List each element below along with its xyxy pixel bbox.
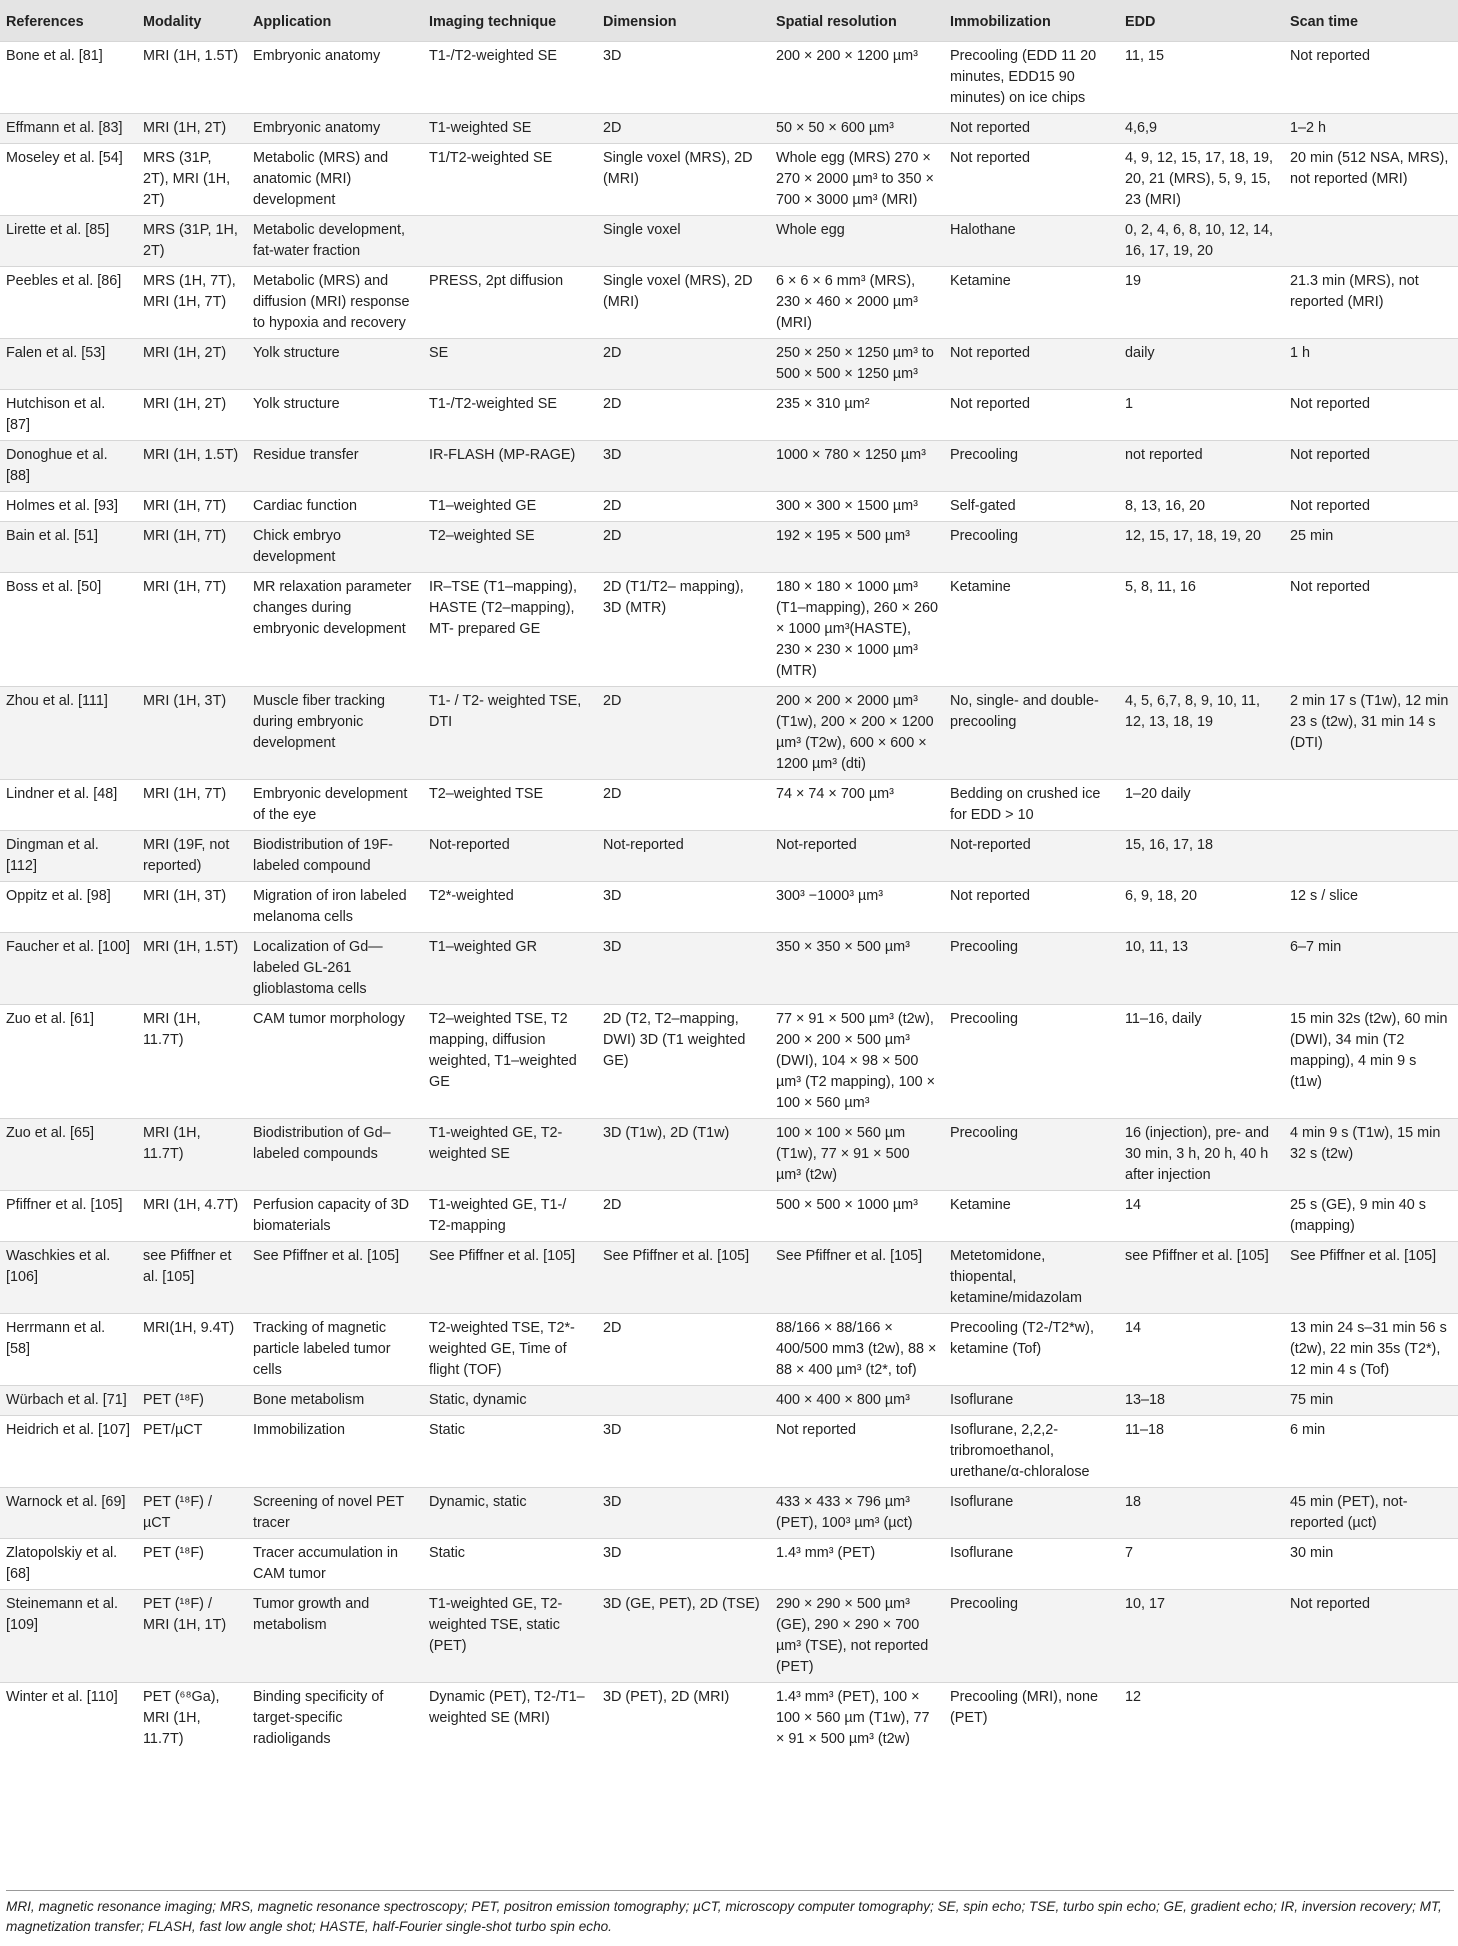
cell-immobilization: Isoflurane [944,1539,1119,1590]
cell-application: Biodistribution of 19F-labeled compound [247,831,423,882]
cell-references: Zhou et al. [111] [0,687,137,780]
cell-spatial-resolution: 74 × 74 × 700 µm³ [770,780,944,831]
cell-immobilization: No, single- and double-precooling [944,687,1119,780]
cell-modality: MRS (31P, 1H, 2T) [137,216,247,267]
cell-dimension: 3D [597,882,770,933]
cell-dimension: 3D [597,933,770,1005]
column-header-immobilization: Immobilization [944,0,1119,42]
cell-imaging-technique: IR-FLASH (MP-RAGE) [423,441,597,492]
cell-application: Metabolic development, fat-water fraction [247,216,423,267]
cell-imaging-technique: T1/T2-weighted SE [423,144,597,216]
cell-references: Moseley et al. [54] [0,144,137,216]
cell-scan-time [1284,1683,1458,1755]
cell-imaging-technique: T2–weighted TSE, T2 mapping, diffusion weighted, T1–weighted GE [423,1005,597,1119]
cell-immobilization: Not reported [944,144,1119,216]
cell-dimension: 3D (PET), 2D (MRI) [597,1683,770,1755]
cell-edd: 12, 15, 17, 18, 19, 20 [1119,522,1284,573]
cell-application: Yolk structure [247,390,423,441]
cell-modality: MRI (1H, 1.5T) [137,933,247,1005]
cell-scan-time: 21.3 min (MRS), not reported (MRI) [1284,267,1458,339]
cell-application: Tracking of magnetic particle labeled tumor cells [247,1314,423,1386]
cell-scan-time: Not reported [1284,390,1458,441]
cell-spatial-resolution: 1000 × 780 × 1250 µm³ [770,441,944,492]
table-row [0,1314,1458,1386]
cell-spatial-resolution: Whole egg [770,216,944,267]
cell-scan-time: 45 min (PET), not-reported (µct) [1284,1488,1458,1539]
cell-edd: 4,6,9 [1119,114,1284,144]
cell-dimension: 2D [597,390,770,441]
cell-imaging-technique: T1–weighted GE [423,492,597,522]
cell-edd: 4, 9, 12, 15, 17, 18, 19, 20, 21 (MRS), 5, 9, 15, 23 (MRI) [1119,144,1284,216]
cell-dimension: 2D (T2, T2–mapping, DWI) 3D (T1 weighted GE) [597,1005,770,1119]
cell-imaging-technique: T2–weighted SE [423,522,597,573]
cell-scan-time: 30 min [1284,1539,1458,1590]
cell-imaging-technique [423,216,597,267]
cell-application: Migration of iron labeled melanoma cells [247,882,423,933]
cell-edd: 18 [1119,1488,1284,1539]
cell-dimension: 2D [597,1191,770,1242]
cell-spatial-resolution: 77 × 91 × 500 µm³ (t2w), 200 × 200 × 500 µm³ (DWI), 104 × 98 × 500 µm³ (T2 mapping), 100 × 100 × 560 µm³ [770,1005,944,1119]
cell-immobilization: Precooling (MRI), none (PET) [944,1683,1119,1755]
cell-edd: 11–16, daily [1119,1005,1284,1119]
cell-edd: 13–18 [1119,1386,1284,1416]
cell-application: Metabolic (MRS) and anatomic (MRI) development [247,144,423,216]
table-row [0,1416,1458,1488]
cell-dimension: 3D [597,441,770,492]
cell-imaging-technique: PRESS, 2pt diffusion [423,267,597,339]
cell-immobilization: Not reported [944,390,1119,441]
cell-immobilization: Not reported [944,882,1119,933]
cell-application: Immobilization [247,1416,423,1488]
cell-dimension: 3D (T1w), 2D (T1w) [597,1119,770,1191]
cell-edd: 7 [1119,1539,1284,1590]
cell-imaging-technique: T2*-weighted [423,882,597,933]
cell-spatial-resolution: 6 × 6 × 6 mm³ (MRS), 230 × 460 × 2000 µm³ (MRI) [770,267,944,339]
cell-scan-time: 2 min 17 s (T1w), 12 min 23 s (t2w), 31 min 14 s (DTI) [1284,687,1458,780]
cell-scan-time: 6–7 min [1284,933,1458,1005]
cell-scan-time: 4 min 9 s (T1w), 15 min 32 s (t2w) [1284,1119,1458,1191]
cell-dimension: 2D (T1/T2– mapping), 3D (MTR) [597,573,770,687]
cell-scan-time [1284,780,1458,831]
cell-dimension: Not-reported [597,831,770,882]
cell-imaging-technique: See Pfiffner et al. [105] [423,1242,597,1314]
cell-references: Bain et al. [51] [0,522,137,573]
cell-edd: 6, 9, 18, 20 [1119,882,1284,933]
cell-spatial-resolution: 192 × 195 × 500 µm³ [770,522,944,573]
table-row [0,780,1458,831]
cell-dimension: Single voxel [597,216,770,267]
cell-scan-time: 1–2 h [1284,114,1458,144]
cell-references: Holmes et al. [93] [0,492,137,522]
cell-application: Bone metabolism [247,1386,423,1416]
cell-references: Zlatopolskiy et al. [68] [0,1539,137,1590]
cell-edd: 1–20 daily [1119,780,1284,831]
cell-modality: PET (¹⁸F) / MRI (1H, 1T) [137,1590,247,1683]
cell-imaging-technique: T1-/T2-weighted SE [423,42,597,114]
cell-dimension: 3D [597,1488,770,1539]
column-header-spatial-resolution: Spatial resolution [770,0,944,42]
table-row [0,339,1458,390]
cell-references: Pfiffner et al. [105] [0,1191,137,1242]
cell-imaging-technique: T1–weighted GR [423,933,597,1005]
cell-scan-time: Not reported [1284,441,1458,492]
cell-imaging-technique: T1- / T2- weighted TSE, DTI [423,687,597,780]
table-row [0,1005,1458,1119]
cell-immobilization: Precooling [944,1005,1119,1119]
cell-spatial-resolution: 50 × 50 × 600 µm³ [770,114,944,144]
table-row [0,441,1458,492]
cell-modality: MRI (1H, 2T) [137,390,247,441]
cell-application: Screening of novel PET tracer [247,1488,423,1539]
cell-imaging-technique: SE [423,339,597,390]
table-row [0,831,1458,882]
cell-application: Cardiac function [247,492,423,522]
cell-scan-time: Not reported [1284,1590,1458,1683]
cell-dimension: 3D (GE, PET), 2D (TSE) [597,1590,770,1683]
cell-edd: 1 [1119,390,1284,441]
cell-edd: 10, 17 [1119,1590,1284,1683]
cell-modality: MRI (1H, 3T) [137,882,247,933]
cell-application: Residue transfer [247,441,423,492]
cell-modality: MRI (1H, 2T) [137,114,247,144]
cell-application: Chick embryo development [247,522,423,573]
cell-references: Steinemann et al. [109] [0,1590,137,1683]
cell-dimension: 3D [597,1416,770,1488]
table-row [0,522,1458,573]
cell-immobilization: Isoflurane [944,1386,1119,1416]
cell-dimension: See Pfiffner et al. [105] [597,1242,770,1314]
cell-edd: 12 [1119,1683,1284,1755]
cell-modality: MRS (31P, 2T), MRI (1H, 2T) [137,144,247,216]
cell-imaging-technique: IR–TSE (T1–mapping), HASTE (T2–mapping), MT- prepared GE [423,573,597,687]
cell-application: Perfusion capacity of 3D biomaterials [247,1191,423,1242]
cell-spatial-resolution: 200 × 200 × 2000 µm³ (T1w), 200 × 200 × 1200 µm³ (T2w), 600 × 600 × 1200 µm³ (dti) [770,687,944,780]
cell-imaging-technique: Dynamic (PET), T2-/T1–weighted SE (MRI) [423,1683,597,1755]
cell-dimension: 2D [597,1314,770,1386]
cell-application: See Pfiffner et al. [105] [247,1242,423,1314]
cell-imaging-technique: Dynamic, static [423,1488,597,1539]
cell-edd: not reported [1119,441,1284,492]
cell-immobilization: Isoflurane [944,1488,1119,1539]
cell-spatial-resolution: Whole egg (MRS) 270 × 270 × 2000 µm³ to 350 × 700 × 3000 µm³ (MRI) [770,144,944,216]
cell-imaging-technique: Static, dynamic [423,1386,597,1416]
column-header-modality: Modality [137,0,247,42]
cell-references: Zuo et al. [61] [0,1005,137,1119]
cell-immobilization: Precooling [944,1119,1119,1191]
cell-references: Lindner et al. [48] [0,780,137,831]
cell-spatial-resolution: 100 × 100 × 560 µm (T1w), 77 × 91 × 500 µm³ (t2w) [770,1119,944,1191]
cell-spatial-resolution: See Pfiffner et al. [105] [770,1242,944,1314]
cell-references: Effmann et al. [83] [0,114,137,144]
cell-dimension: 2D [597,339,770,390]
cell-modality: MRI (1H, 11.7T) [137,1119,247,1191]
cell-application: Biodistribution of Gd–labeled compounds [247,1119,423,1191]
cell-modality: MRI (1H, 7T) [137,573,247,687]
cell-edd: 16 (injection), pre- and 30 min, 3 h, 20 h, 40 h after injection [1119,1119,1284,1191]
cell-imaging-technique: T1-weighted GE, T2-weighted TSE, static (PET) [423,1590,597,1683]
cell-spatial-resolution: 300 × 300 × 1500 µm³ [770,492,944,522]
table-row [0,1119,1458,1191]
cell-immobilization: Precooling [944,441,1119,492]
cell-edd: 14 [1119,1191,1284,1242]
table-row [0,390,1458,441]
column-header-scan-time: Scan time [1284,0,1458,42]
cell-edd: 19 [1119,267,1284,339]
cell-spatial-resolution: Not reported [770,1416,944,1488]
table-body [0,42,1458,1755]
cell-spatial-resolution: 235 × 310 µm² [770,390,944,441]
cell-imaging-technique: Not-reported [423,831,597,882]
cell-scan-time: 12 s / slice [1284,882,1458,933]
cell-references: Hutchison et al. [87] [0,390,137,441]
header-row [0,0,1458,42]
cell-references: Oppitz et al. [98] [0,882,137,933]
cell-spatial-resolution: 500 × 500 × 1000 µm³ [770,1191,944,1242]
column-header-references: References [0,0,137,42]
cell-imaging-technique: T1-weighted SE [423,114,597,144]
cell-edd: 4, 5, 6,7, 8, 9, 10, 11, 12, 13, 18, 19 [1119,687,1284,780]
cell-scan-time [1284,216,1458,267]
table-row [0,1683,1458,1755]
cell-scan-time: 15 min 32s (t2w), 60 min (DWI), 34 min (T2 mapping), 4 min 9 s (t1w) [1284,1005,1458,1119]
cell-immobilization: Halothane [944,216,1119,267]
table-row [0,1539,1458,1590]
column-header-imaging-technique: Imaging technique [423,0,597,42]
table-row [0,1386,1458,1416]
table-row [0,1590,1458,1683]
cell-scan-time: 20 min (512 NSA, MRS), not reported (MRI) [1284,144,1458,216]
cell-dimension: 2D [597,780,770,831]
cell-references: Boss et al. [50] [0,573,137,687]
cell-immobilization: Precooling [944,933,1119,1005]
table-row [0,114,1458,144]
cell-application: Muscle fiber tracking during embryonic development [247,687,423,780]
table-header [0,0,1458,42]
cell-scan-time: 6 min [1284,1416,1458,1488]
cell-scan-time: Not reported [1284,42,1458,114]
cell-scan-time: 13 min 24 s–31 min 56 s (t2w), 22 min 35s (T2*), 12 min 4 s (Tof) [1284,1314,1458,1386]
table-row [0,882,1458,933]
cell-scan-time: Not reported [1284,573,1458,687]
cell-edd: 5, 8, 11, 16 [1119,573,1284,687]
cell-edd: 8, 13, 16, 20 [1119,492,1284,522]
cell-immobilization: Not reported [944,114,1119,144]
cell-application: MR relaxation parameter changes during embryonic development [247,573,423,687]
column-header-application: Application [247,0,423,42]
cell-application: Binding specificity of target-specific radioligands [247,1683,423,1755]
cell-modality: MRI (19F, not reported) [137,831,247,882]
cell-references: Winter et al. [110] [0,1683,137,1755]
cell-spatial-resolution: 200 × 200 × 1200 µm³ [770,42,944,114]
cell-immobilization: Isoflurane, 2,2,2-tribromoethanol, urethane/α-chloralose [944,1416,1119,1488]
cell-spatial-resolution: 88/166 × 88/166 × 400/500 mm3 (t2w), 88 × 88 × 400 µm³ (t2*, tof) [770,1314,944,1386]
cell-spatial-resolution: 1.4³ mm³ (PET) [770,1539,944,1590]
cell-edd: 15, 16, 17, 18 [1119,831,1284,882]
cell-spatial-resolution: 250 × 250 × 1250 µm³ to 500 × 500 × 1250 µm³ [770,339,944,390]
cell-references: Warnock et al. [69] [0,1488,137,1539]
cell-spatial-resolution: 180 × 180 × 1000 µm³ (T1–mapping), 260 × 260 × 1000 µm³(HASTE), 230 × 230 × 1000 µm³ (MTR) [770,573,944,687]
table-row [0,267,1458,339]
table-row [0,492,1458,522]
cell-imaging-technique: T2–weighted TSE [423,780,597,831]
cell-dimension: Single voxel (MRS), 2D (MRI) [597,144,770,216]
cell-application: Embryonic anatomy [247,42,423,114]
cell-immobilization: Not-reported [944,831,1119,882]
cell-modality: MRS (1H, 7T), MRI (1H, 7T) [137,267,247,339]
cell-immobilization: Self-gated [944,492,1119,522]
cell-modality: MRI (1H, 11.7T) [137,1005,247,1119]
cell-edd: see Pfiffner et al. [105] [1119,1242,1284,1314]
cell-modality: PET (¹⁸F) [137,1539,247,1590]
cell-application: CAM tumor morphology [247,1005,423,1119]
column-header-edd: EDD [1119,0,1284,42]
cell-application: Tumor growth and metabolism [247,1590,423,1683]
cell-spatial-resolution: 290 × 290 × 500 µm³ (GE), 290 × 290 × 700 µm³ (TSE), not reported (PET) [770,1590,944,1683]
cell-references: Lirette et al. [85] [0,216,137,267]
cell-immobilization: Precooling [944,1590,1119,1683]
cell-application: Tracer accumulation in CAM tumor [247,1539,423,1590]
cell-references: Heidrich et al. [107] [0,1416,137,1488]
cell-immobilization: Precooling [944,522,1119,573]
cell-scan-time: 1 h [1284,339,1458,390]
cell-modality: PET (¹⁸F) [137,1386,247,1416]
cell-dimension [597,1386,770,1416]
cell-references: Falen et al. [53] [0,339,137,390]
cell-modality: see Pfiffner et al. [105] [137,1242,247,1314]
table-row [0,573,1458,687]
cell-dimension: 3D [597,1539,770,1590]
cell-references: Herrmann et al. [58] [0,1314,137,1386]
cell-modality: MRI (1H, 1.5T) [137,441,247,492]
cell-modality: MRI (1H, 1.5T) [137,42,247,114]
cell-dimension: 2D [597,114,770,144]
cell-references: Zuo et al. [65] [0,1119,137,1191]
cell-edd: 14 [1119,1314,1284,1386]
table-row [0,216,1458,267]
cell-scan-time: Not reported [1284,492,1458,522]
cell-application: Metabolic (MRS) and diffusion (MRI) response to hypoxia and recovery [247,267,423,339]
cell-modality: MRI (1H, 2T) [137,339,247,390]
cell-dimension: 3D [597,42,770,114]
cell-scan-time: 75 min [1284,1386,1458,1416]
cell-immobilization: Metetomidone, thiopental, ketamine/midazolam [944,1242,1119,1314]
cell-imaging-technique: T1-weighted GE, T1-/ T2-mapping [423,1191,597,1242]
cell-immobilization: Ketamine [944,573,1119,687]
cell-scan-time: 25 s (GE), 9 min 40 s (mapping) [1284,1191,1458,1242]
cell-dimension: 2D [597,492,770,522]
cell-scan-time [1284,831,1458,882]
cell-references: Würbach et al. [71] [0,1386,137,1416]
cell-modality: MRI (1H, 7T) [137,492,247,522]
cell-spatial-resolution: 300³ −1000³ µm³ [770,882,944,933]
cell-dimension: 2D [597,522,770,573]
table-footnote: MRI, magnetic resonance imaging; MRS, magnetic resonance spectroscopy; PET, positron emission tomography; µCT, microscopy computer tomography; SE, spin echo; TSE, turbo spin echo; GE, gradient echo; IR, inversion recovery; MT, magnetization transfer; FLASH, fast low angle shot; HASTE, half-Fourier single-shot turbo spin echo. [6,1890,1454,1937]
table-row [0,1488,1458,1539]
table-row [0,144,1458,216]
cell-immobilization: Bedding on crushed ice for EDD > 10 [944,780,1119,831]
cell-spatial-resolution: 350 × 350 × 500 µm³ [770,933,944,1005]
cell-spatial-resolution: 433 × 433 × 796 µm³ (PET), 100³ µm³ (µct) [770,1488,944,1539]
cell-references: Waschkies et al. [106] [0,1242,137,1314]
cell-scan-time: 25 min [1284,522,1458,573]
table-row [0,1191,1458,1242]
cell-immobilization: Ketamine [944,1191,1119,1242]
cell-modality: PET/µCT [137,1416,247,1488]
cell-dimension: Single voxel (MRS), 2D (MRI) [597,267,770,339]
cell-application: Yolk structure [247,339,423,390]
table-row [0,42,1458,114]
cell-edd: 10, 11, 13 [1119,933,1284,1005]
cell-edd: 11, 15 [1119,42,1284,114]
cell-references: Donoghue et al. [88] [0,441,137,492]
cell-spatial-resolution: 1.4³ mm³ (PET), 100 × 100 × 560 µm (T1w), 77 × 91 × 500 µm³ (t2w) [770,1683,944,1755]
table-row [0,1242,1458,1314]
cell-modality: MRI (1H, 7T) [137,522,247,573]
cell-modality: MRI(1H, 9.4T) [137,1314,247,1386]
cell-modality: PET (¹⁸F) / µCT [137,1488,247,1539]
cell-imaging-technique: T1-weighted GE, T2-weighted SE [423,1119,597,1191]
cell-references: Faucher et al. [100] [0,933,137,1005]
cell-modality: MRI (1H, 3T) [137,687,247,780]
cell-modality: PET (⁶⁸Ga), MRI (1H, 11.7T) [137,1683,247,1755]
cell-imaging-technique: Static [423,1539,597,1590]
cell-references: Bone et al. [81] [0,42,137,114]
cell-immobilization: Precooling (T2-/T2*w), ketamine (Tof) [944,1314,1119,1386]
table-row [0,933,1458,1005]
table-row [0,687,1458,780]
cell-spatial-resolution: 400 × 400 × 800 µm³ [770,1386,944,1416]
cell-references: Dingman et al. [112] [0,831,137,882]
cell-application: Embryonic development of the eye [247,780,423,831]
cell-references: Peebles et al. [86] [0,267,137,339]
cell-modality: MRI (1H, 4.7T) [137,1191,247,1242]
cell-immobilization: Not reported [944,339,1119,390]
cell-immobilization: Ketamine [944,267,1119,339]
cell-spatial-resolution: Not-reported [770,831,944,882]
cell-immobilization: Precooling (EDD 11 20 minutes, EDD15 90 minutes) on ice chips [944,42,1119,114]
cell-application: Localization of Gd—labeled GL-261 glioblastoma cells [247,933,423,1005]
cell-imaging-technique: T2-weighted TSE, T2*-weighted GE, Time of flight (TOF) [423,1314,597,1386]
cell-edd: 0, 2, 4, 6, 8, 10, 12, 14, 16, 17, 19, 20 [1119,216,1284,267]
column-header-dimension: Dimension [597,0,770,42]
cell-imaging-technique: T1-/T2-weighted SE [423,390,597,441]
cell-scan-time: See Pfiffner et al. [105] [1284,1242,1458,1314]
cell-modality: MRI (1H, 7T) [137,780,247,831]
cell-edd: 11–18 [1119,1416,1284,1488]
cell-application: Embryonic anatomy [247,114,423,144]
cell-dimension: 2D [597,687,770,780]
cell-imaging-technique: Static [423,1416,597,1488]
cell-edd: daily [1119,339,1284,390]
